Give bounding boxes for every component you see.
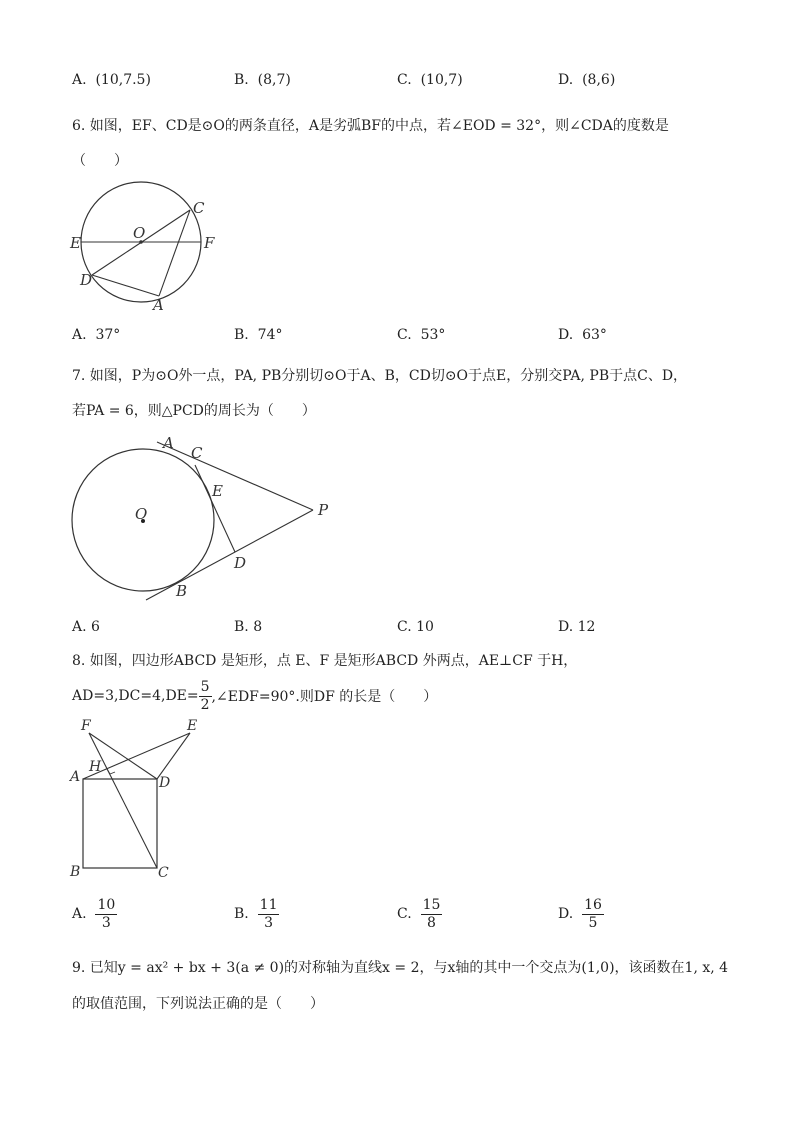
q7-label-e: E (212, 482, 223, 500)
q6-label-c: C (193, 199, 205, 217)
q8-label-e: E (187, 718, 198, 734)
q8-label-h: H (89, 759, 102, 775)
q6-option-c: C. 53° (397, 327, 446, 343)
q7-label-c: C (191, 444, 203, 462)
q8-line-fc (89, 733, 157, 868)
q8-stem2-post: ,∠EDF=90°.则DF 的长是（ ） (211, 689, 438, 705)
q7-option-c: C. 10 (397, 619, 434, 635)
q6-label-e: E (70, 234, 81, 252)
q6-option-d: D. 63° (558, 327, 607, 343)
q8-option-a: A. $\frac{10}{3}$ (72, 896, 116, 931)
q7-tangent-pb (146, 510, 313, 600)
q9-stem-line2: 的取值范围，下列说法正确的是（ ） (72, 996, 324, 1012)
q9-stem-line1: 9. 已知y = ax² + bx + 3(a ≠ 0)的对称轴为直线x = 2，与x轴的其中一个交点为(1,0)，该函数在1, x, 4 (72, 960, 729, 976)
q8-label-b: B (70, 864, 81, 880)
q8-right-angle-mark (107, 769, 115, 774)
q8-stem-line1: 8. 如图，四边形ABCD 是矩形，点 E、F 是矩形ABCD 外两点，AE⊥CF 于H， (72, 653, 578, 669)
q8-label-f: F (81, 718, 91, 734)
q6-label-d: D (80, 271, 93, 289)
q6-option-b: B. 74° (234, 327, 283, 343)
q6-figure (66, 178, 226, 314)
q6-chord-da (92, 275, 159, 296)
q7-label-p: P (318, 501, 329, 519)
q7-stem-line1: 7. 如图，P为⊙O外一点，PA, PB分别切⊙O于A、B，CD切⊙O于点E，分别交PA, PB于点C、D， (72, 368, 688, 384)
q6-label-o: O (133, 224, 146, 242)
q8-option-b: B. $\frac{11}{3}$ (234, 896, 278, 931)
q8-label-a: A (70, 769, 81, 785)
q7-tangent-cd (195, 465, 235, 552)
q5-option-c: C. (10,7) (397, 72, 463, 88)
q8-de-fraction (199, 679, 212, 714)
q8-option-d: D. $\frac{16}{5}$ (558, 896, 602, 931)
q8-de-num: 5 (200, 678, 210, 695)
q6-paren: （ ） (72, 153, 128, 169)
q5-option-b: B. (8,7) (234, 72, 291, 88)
q8-option-c: C. $\frac{15}{8}$ (397, 896, 441, 931)
q7-option-b: B. 8 (234, 619, 263, 635)
q7-stem-line2: 若PA = 6，则△PCD的周长为（ ） (72, 403, 316, 419)
q8-label-c: C (158, 865, 169, 881)
q7-tangent-pa (157, 442, 313, 510)
q8-rectangle-abcd (83, 779, 157, 868)
q6-label-f: F (204, 234, 215, 252)
q5-option-a: A. (10,7.5) (72, 72, 151, 88)
q8-label-d: D (159, 775, 171, 791)
q8-stem2-pre: AD=3,DC=4,DE= (72, 688, 199, 704)
q8-de-den: 2 (200, 696, 210, 713)
q7-label-o: O (135, 505, 148, 523)
q7-option-a: A. 6 (72, 619, 100, 635)
q7-label-d: D (234, 554, 247, 572)
q7-figure (60, 428, 340, 608)
q8-figure (66, 712, 206, 884)
q6-stem: 6. 如图，EF、CD是⊙O的两条直径，A是劣弧BF的中点，若∠EOD = 32°，则∠CDA的度数是 (72, 118, 669, 134)
q7-option-d: D. 12 (558, 619, 596, 635)
q7-label-b: B (176, 582, 188, 600)
q6-label-a: A (153, 296, 164, 314)
q8-stem-line2 (72, 676, 437, 716)
q7-label-a: A (163, 434, 174, 452)
q5-option-d: D. (8,6) (558, 72, 616, 88)
q6-option-a: A. 37° (72, 327, 121, 343)
